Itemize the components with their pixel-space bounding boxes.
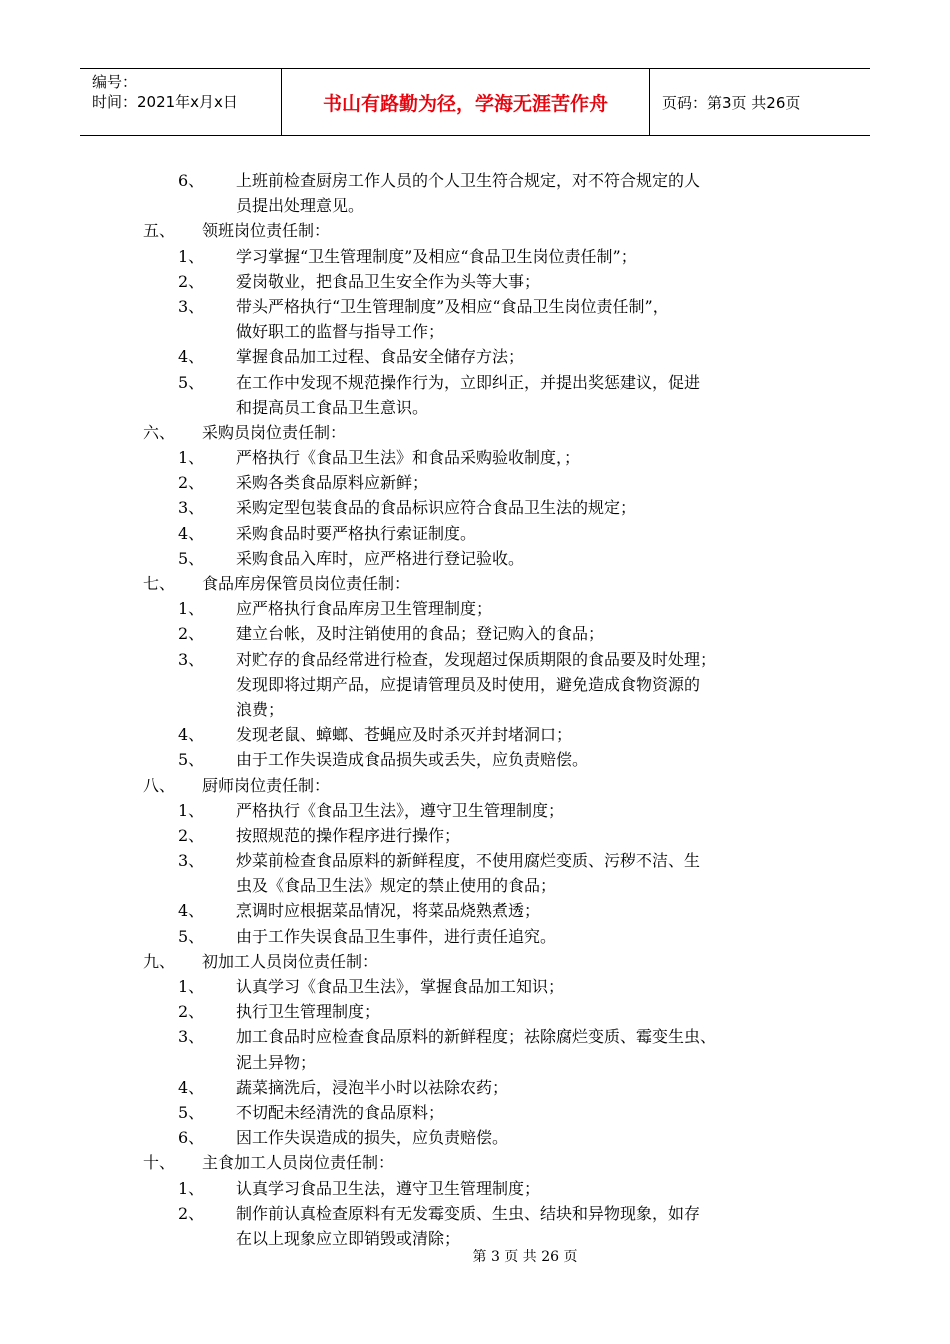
item-text: 在以上现象应立即销毁或清除； bbox=[236, 1228, 461, 1248]
item-number: 6、 bbox=[178, 1128, 205, 1148]
item-text: 认真学习《食品卫生法》，掌握食品加工知识； bbox=[236, 977, 565, 996]
item-number: 1、 bbox=[178, 246, 205, 266]
list-item bbox=[0, 823, 950, 848]
item-text: 炒菜前检查食品原料的新鲜程度，不使用腐烂变质、污秽不洁、生 bbox=[236, 851, 701, 871]
item-text: 员提出处理意见。 bbox=[236, 196, 365, 216]
list-item bbox=[0, 999, 950, 1024]
item-number: 2、 bbox=[178, 624, 205, 644]
list-item bbox=[0, 798, 950, 823]
item-text: 主食加工人员岗位责任制： bbox=[202, 1153, 395, 1173]
item-text: 蔬菜摘洗后，浸泡半小时以祛除农药； bbox=[236, 1077, 509, 1097]
page-header bbox=[80, 68, 870, 136]
list-item bbox=[0, 898, 950, 923]
item-text: 上班前检查厨房工作人员的个人卫生符合规定，对不符合规定的人 bbox=[236, 171, 701, 190]
item-number: 4、 bbox=[178, 347, 205, 367]
item-number: 4、 bbox=[178, 523, 205, 543]
item-number: 4、 bbox=[178, 901, 205, 921]
item-text: 烹调时应根据菜品情况，将菜品烧熟煮透； bbox=[236, 901, 541, 921]
header-meta-cell bbox=[80, 69, 282, 135]
list-item bbox=[0, 244, 950, 269]
section-heading bbox=[0, 420, 950, 445]
item-number: 2、 bbox=[178, 1203, 205, 1223]
item-number: 6、 bbox=[178, 171, 205, 190]
item-text: 应严格执行食品库房卫生管理制度； bbox=[236, 599, 493, 619]
item-text: 采购各类食品原料应新鲜； bbox=[236, 473, 429, 493]
section-heading bbox=[0, 571, 950, 596]
item-text: 对贮存的食品经常进行检查，发现超过保质期限的食品要及时处理； bbox=[236, 649, 717, 669]
document-body bbox=[0, 168, 950, 1251]
item-text: 执行卫生管理制度； bbox=[236, 1002, 381, 1022]
section-heading bbox=[0, 218, 950, 243]
item-number: 5、 bbox=[178, 750, 205, 770]
list-item-continuation bbox=[0, 193, 950, 218]
item-number: 1、 bbox=[178, 977, 205, 996]
section-heading bbox=[0, 949, 950, 974]
item-text: 掌握食品加工过程、食品安全储存方法； bbox=[236, 347, 525, 367]
list-item bbox=[0, 269, 950, 294]
item-text: 和提高员工食品卫生意识。 bbox=[236, 397, 429, 417]
list-item bbox=[0, 1075, 950, 1100]
item-text: 制作前认真检查原料有无发霉变质、生虫、结块和异物现象，如存 bbox=[236, 1203, 701, 1223]
list-item bbox=[0, 344, 950, 369]
item-text: 带头严格执行“卫生管理制度”及相应“食品卫生岗位责任制”， bbox=[236, 296, 669, 316]
page-footer bbox=[0, 1246, 950, 1266]
list-item bbox=[0, 1024, 950, 1049]
list-item bbox=[0, 974, 950, 999]
list-item bbox=[0, 470, 950, 495]
item-number: 2、 bbox=[178, 825, 205, 845]
list-item bbox=[0, 521, 950, 546]
item-text: 采购食品入库时，应严格进行登记验收。 bbox=[236, 548, 525, 568]
footer-page-number: 第 3 页 共 26 页 bbox=[472, 1249, 578, 1265]
item-number: 六、 bbox=[143, 422, 176, 442]
list-item bbox=[0, 1176, 950, 1201]
item-text: 浪费； bbox=[236, 699, 285, 719]
item-number: 九、 bbox=[143, 951, 176, 971]
item-text: 爱岗敬业，把食品卫生安全作为头等大事； bbox=[236, 271, 541, 291]
item-number: 十、 bbox=[143, 1153, 176, 1173]
item-number: 1、 bbox=[178, 1178, 205, 1198]
list-item bbox=[0, 596, 950, 621]
list-item bbox=[0, 924, 950, 949]
header-motto: 书山有路勤为径，学海无涯苦作舟 bbox=[282, 69, 650, 135]
item-text: 厨师岗位责任制： bbox=[202, 775, 331, 795]
item-text: 由于工作失误造成食品损失或丢失，应负责赔偿。 bbox=[236, 750, 589, 770]
item-text: 采购定型包装食品的食品标识应符合食品卫生法的规定； bbox=[236, 498, 637, 518]
list-item bbox=[0, 1100, 950, 1125]
item-number: 1、 bbox=[178, 448, 205, 468]
item-number: 2、 bbox=[178, 271, 205, 291]
list-item bbox=[0, 747, 950, 772]
item-number: 1、 bbox=[178, 599, 205, 619]
item-text: 认真学习食品卫生法，遵守卫生管理制度； bbox=[236, 1178, 541, 1198]
item-text: 采购员岗位责任制： bbox=[202, 422, 347, 442]
list-item bbox=[0, 495, 950, 520]
list-item-continuation bbox=[0, 672, 950, 697]
item-number: 七、 bbox=[143, 574, 176, 593]
document-number-label: 编号： bbox=[92, 73, 138, 91]
item-number: 2、 bbox=[178, 1002, 205, 1022]
list-item-continuation bbox=[0, 395, 950, 420]
item-number: 3、 bbox=[178, 498, 205, 518]
item-number: 3、 bbox=[178, 296, 205, 316]
item-number: 3、 bbox=[178, 1027, 205, 1047]
list-item bbox=[0, 722, 950, 747]
item-text: 严格执行《食品卫生法》，遵守卫生管理制度； bbox=[236, 800, 565, 820]
list-item bbox=[0, 1125, 950, 1150]
list-item bbox=[0, 647, 950, 672]
item-text: 学习掌握“卫生管理制度”及相应“食品卫生岗位责任制”； bbox=[236, 246, 637, 266]
item-number: 5、 bbox=[178, 926, 205, 946]
item-text: 泥土异物； bbox=[236, 1052, 317, 1072]
list-item bbox=[0, 168, 950, 193]
item-text: 发现即将过期产品，应提请管理员及时使用，避免造成食物资源的 bbox=[236, 674, 701, 694]
list-item-continuation bbox=[0, 319, 950, 344]
item-text: 初加工人员岗位责任制： bbox=[202, 951, 379, 971]
item-text: 做好职工的监督与指导工作； bbox=[236, 322, 445, 342]
item-number: 五、 bbox=[143, 221, 176, 241]
section-heading bbox=[0, 1150, 950, 1175]
list-item-continuation bbox=[0, 697, 950, 722]
item-text: 食品库房保管员岗位责任制： bbox=[202, 574, 411, 593]
list-item bbox=[0, 546, 950, 571]
item-number: 5、 bbox=[178, 1102, 205, 1122]
item-number: 5、 bbox=[178, 548, 205, 568]
list-item bbox=[0, 1201, 950, 1226]
item-text: 发现老鼠、蟑螂、苍蝇应及时杀灭并封堵洞口； bbox=[236, 725, 573, 745]
item-text: 领班岗位责任制： bbox=[202, 221, 331, 241]
item-text: 不切配未经清洗的食品原料； bbox=[236, 1102, 445, 1122]
list-item bbox=[0, 370, 950, 395]
item-number: 1、 bbox=[178, 800, 205, 820]
item-text: 按照规范的操作程序进行操作； bbox=[236, 825, 461, 845]
item-text: 由于工作失误食品卫生事件，进行责任追究。 bbox=[236, 926, 557, 946]
list-item bbox=[0, 294, 950, 319]
item-number: 4、 bbox=[178, 725, 205, 745]
item-text: 因工作失误造成的损失，应负责赔偿。 bbox=[236, 1128, 509, 1148]
item-text: 虫及《食品卫生法》规定的禁止使用的食品； bbox=[236, 876, 557, 896]
item-number: 5、 bbox=[178, 372, 205, 392]
header-page-label: 页码：第3页 共26页 bbox=[662, 93, 801, 112]
list-item-continuation bbox=[0, 1050, 950, 1075]
section-heading bbox=[0, 773, 950, 798]
item-text: 采购食品时要严格执行索证制度。 bbox=[236, 523, 477, 543]
list-item bbox=[0, 621, 950, 646]
item-number: 2、 bbox=[178, 473, 205, 493]
item-text: 建立台帐，及时注销使用的食品；登记购入的食品； bbox=[236, 624, 605, 644]
list-item bbox=[0, 445, 950, 470]
item-number: 八、 bbox=[143, 775, 176, 795]
list-item-continuation bbox=[0, 873, 950, 898]
list-item bbox=[0, 848, 950, 873]
item-text: 加工食品时应检查食品原料的新鲜程度；祛除腐烂变质、霉变生虫、 bbox=[236, 1027, 717, 1047]
item-text: 严格执行《食品卫生法》和食品采购验收制度，； bbox=[236, 448, 581, 468]
item-number: 4、 bbox=[178, 1077, 205, 1097]
item-number: 3、 bbox=[178, 649, 205, 669]
item-number: 3、 bbox=[178, 851, 205, 871]
item-text: 在工作中发现不规范操作行为，立即纠正，并提出奖惩建议，促进 bbox=[236, 372, 701, 392]
document-date-label: 时间：2021年x月x日 bbox=[92, 93, 238, 111]
